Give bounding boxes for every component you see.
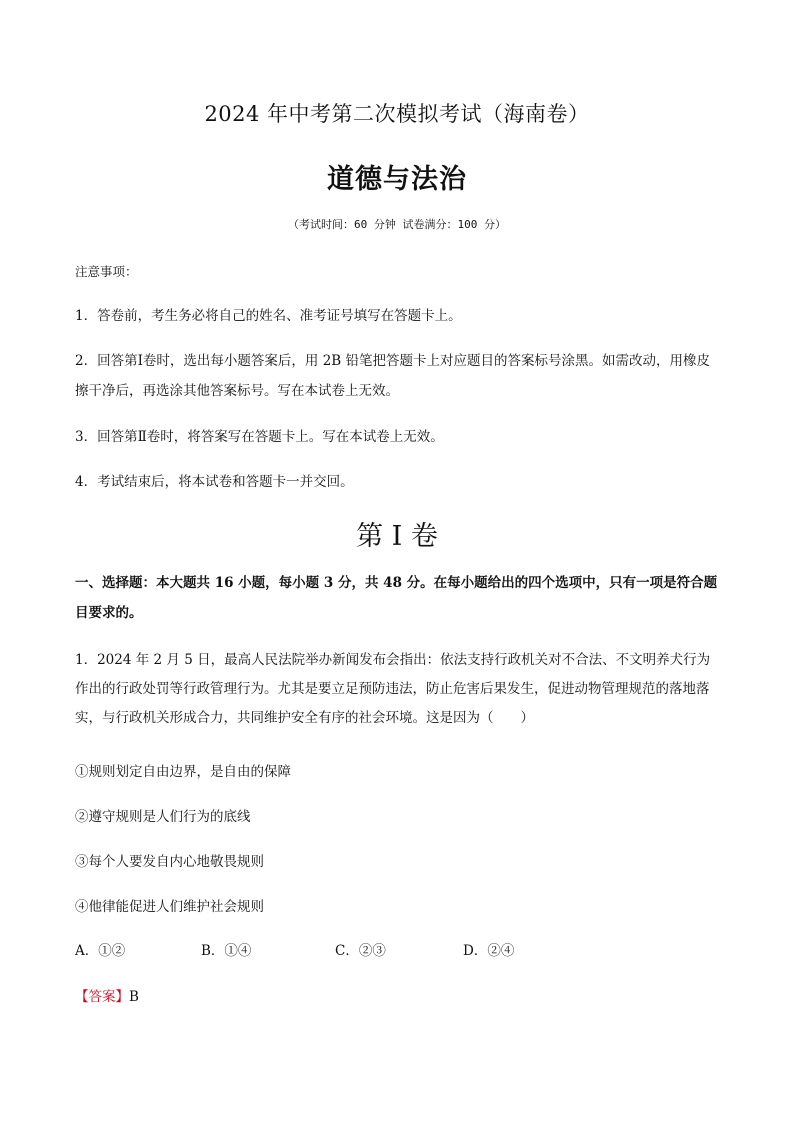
note-item-2: 2．回答第Ⅰ卷时，选出每小题答案后，用 2B 铅笔把答题卡上对应题目的答案标号涂黑。如需改动，用橡皮擦干净后，再选涂其他答案标号。写在本试卷上无效。 bbox=[75, 353, 711, 399]
choice-a: A．①② bbox=[75, 943, 126, 959]
statement-3: ③每个人要发自内心地敬畏规则 bbox=[75, 854, 264, 870]
note-item-1: 1．答卷前，考生务必将自己的姓名、准考证号填写在答题卡上。 bbox=[75, 308, 462, 324]
answer-value: B bbox=[129, 989, 139, 1005]
answer-line bbox=[75, 985, 139, 1005]
statement-1: ①规则划定自由边界，是自由的保障 bbox=[75, 764, 291, 780]
choice-b: B．①④ bbox=[201, 943, 252, 959]
choice-d: D．②④ bbox=[463, 943, 515, 959]
note-item-4: 4．考试结束后，将本试卷和答题卡一并交回。 bbox=[75, 474, 354, 490]
choice-c: C．②③ bbox=[335, 943, 386, 959]
notes-heading: 注意事项： bbox=[75, 264, 138, 279]
note-item-3: 3．回答第Ⅱ卷时，将答案写在答题卡上。写在本试卷上无效。 bbox=[75, 429, 444, 445]
subject-title: 道德与法治 bbox=[327, 164, 467, 195]
statement-2: ②遵守规则是人们行为的底线 bbox=[75, 809, 251, 825]
statement-4: ④他律能促进人们维护社会规则 bbox=[75, 899, 264, 915]
exam-info: （考试时间：60 分钟 试卷满分：100 分） bbox=[288, 218, 506, 231]
answer-tag: 【答案】 bbox=[75, 989, 129, 1005]
question-stem: 1．2024 年 2 月 5 日，最高人民法院举办新闻发布会指出：依法支持行政机关对不合法、不文明养犬行为作出的行政处罚等行政管理行为。尤其是要立足预防违法，防止危害后果发生，促进动物管理规范的落地落实，与行政机关形成合力，共同维护安全有序的社会环境。这是因为（ ） bbox=[75, 652, 711, 726]
section-instruction: 一、选择题：本大题共 16 小题，每小题 3 分，共 48 分。在每小题给出的四个选项中，只有一项是符合题目要求的。 bbox=[75, 575, 718, 621]
section-title: 第 I 卷 bbox=[356, 521, 438, 552]
exam-title: 2024 年中考第二次模拟考试（海南卷） bbox=[204, 102, 590, 126]
